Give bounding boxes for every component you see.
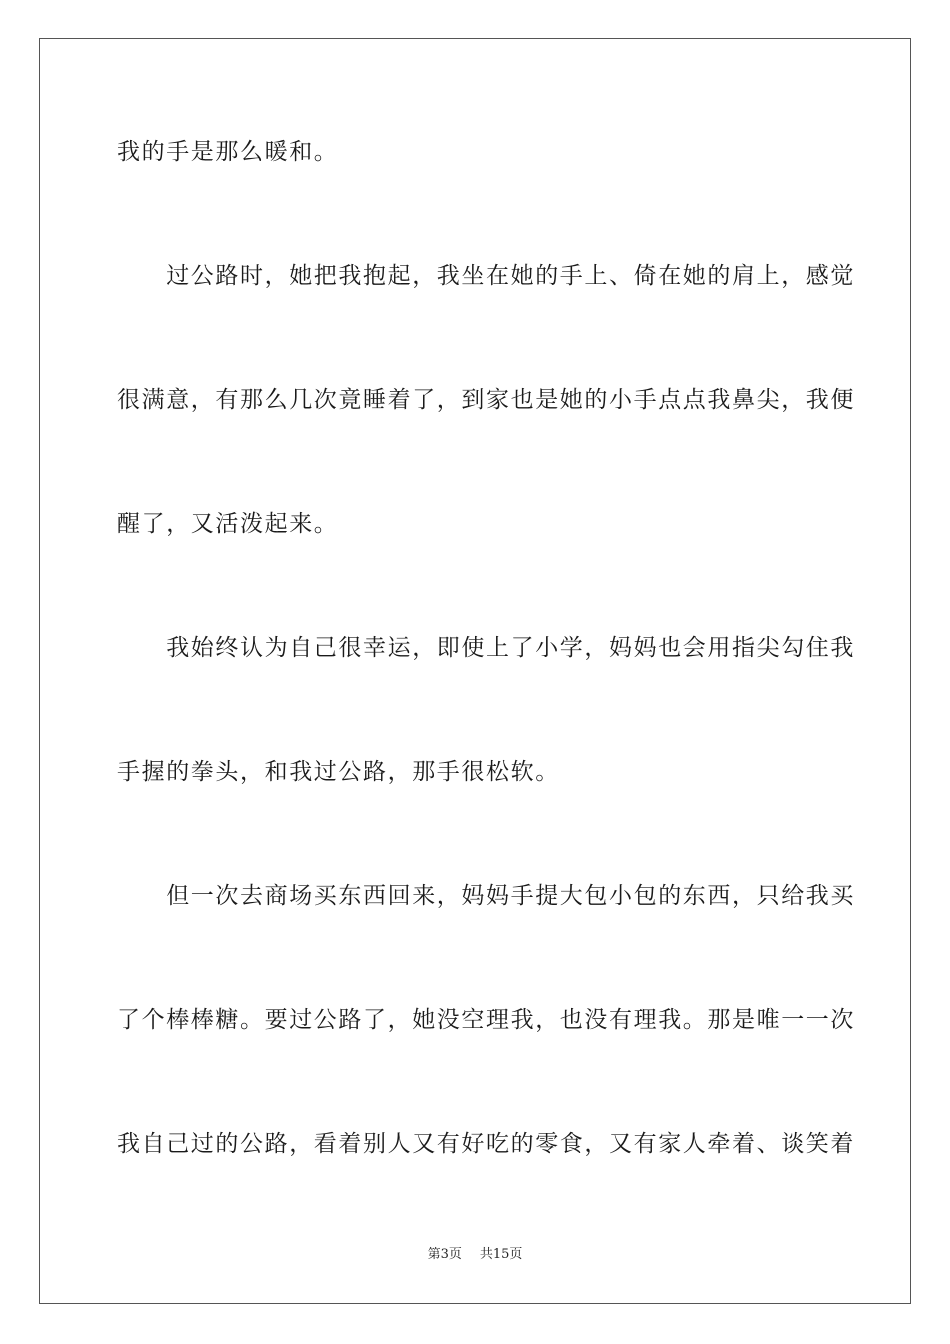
page-footer (0, 1246, 950, 1264)
page-border (39, 38, 911, 1304)
text-line-7: 但一次去商场买东西回来，妈妈手提大包小包的东西，只给我买 (117, 883, 855, 909)
text-line-8: 了个棒棒糖。要过公路了，她没空理我，也没有理我。那是唯一一次 (117, 1007, 855, 1033)
text-line-2: 过公路时，她把我抱起，我坐在她的手上、倚在她的肩上，感觉 (117, 263, 855, 289)
text-line-9: 我自己过的公路，看着别人又有好吃的零食，又有家人牵着、谈笑着 (117, 1131, 855, 1157)
text-line-5: 我始终认为自己很幸运，即使上了小学，妈妈也会用指尖勾住我 (117, 635, 855, 661)
text-line-4: 醒了，又活泼起来。 (117, 511, 339, 537)
page-total: 共15页 (479, 1247, 523, 1262)
text-line-1: 我的手是那么暖和。 (117, 139, 339, 165)
text-line-3: 很满意，有那么几次竟睡着了，到家也是她的小手点点我鼻尖，我便 (117, 387, 855, 413)
text-line-6: 手握的拳头，和我过公路，那手很松软。 (117, 759, 560, 785)
page-number: 第3页 (427, 1247, 462, 1262)
